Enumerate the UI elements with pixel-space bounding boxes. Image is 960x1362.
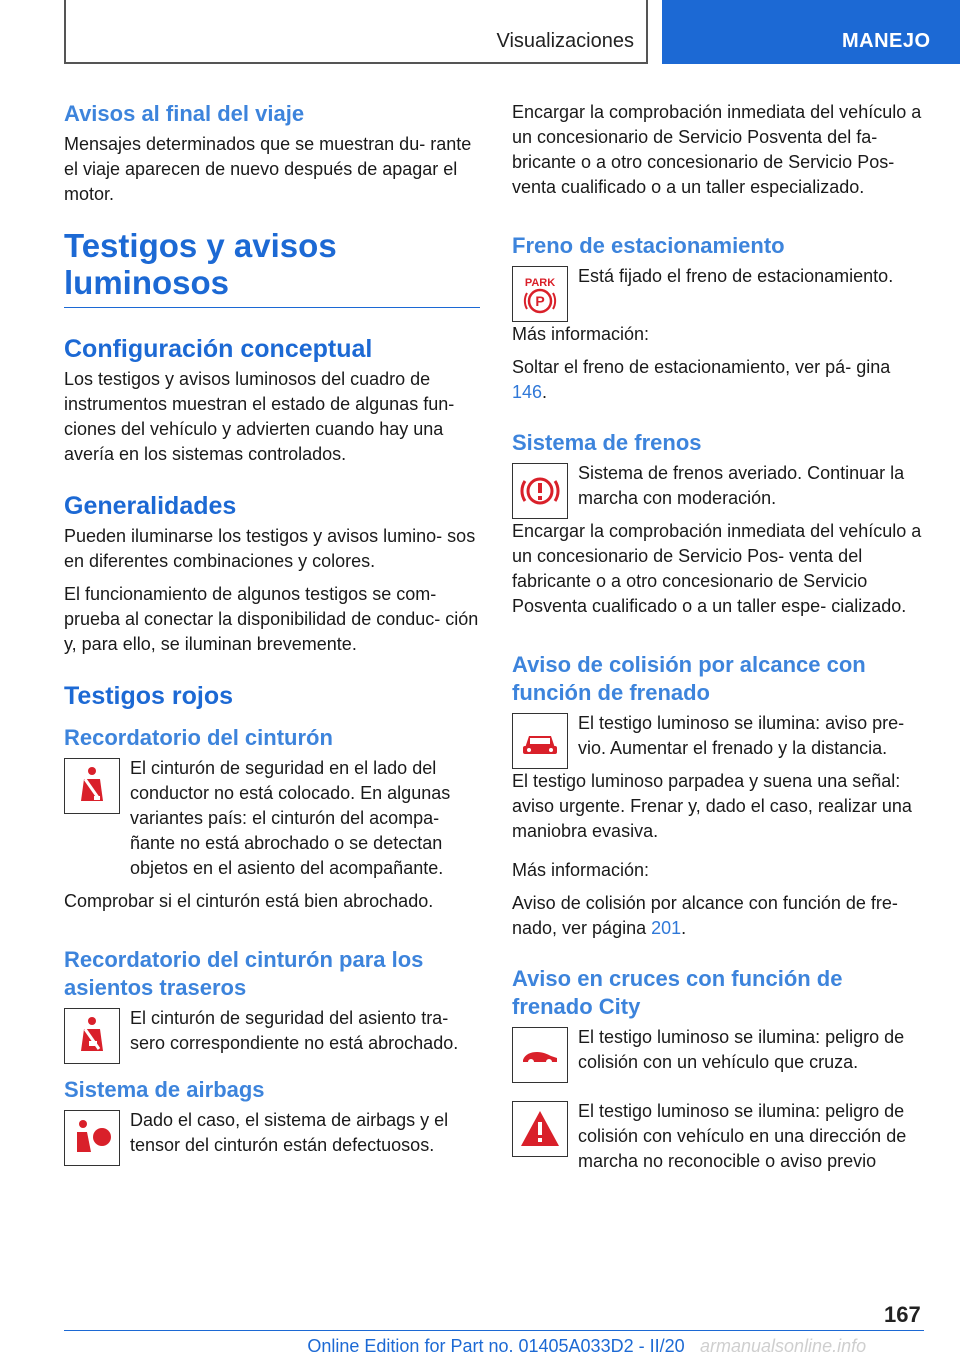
- rear-seatbelt-icon: [64, 1008, 120, 1064]
- text-brakes-2: Encargar la comprobación inmediata del vehículo a un concesionario de Servicio Pos- venta del fabricante o a otro concesionario de Servicio Posventa cualificado o a un taller espe- cializado.: [512, 521, 922, 616]
- airbag-block: [64, 1108, 480, 1166]
- collision-block: [512, 711, 928, 769]
- text-general-2: El funcionamiento de algunos testigos se com- prueba al conectar la disponibilidad de conduc- ción y, para ello, se iluminan brevemente.: [64, 584, 479, 654]
- parking-page-link[interactable]: 146: [512, 382, 543, 402]
- belt-rear-block: [64, 1006, 480, 1064]
- text-belt-2: Comprobar si el cinturón está bien abrochado.: [64, 891, 434, 911]
- text-concept: Los testigos y avisos luminosos del cuadro de instrumentos muestran el estado de algunas fun- ciones del vehículo y advierten cuando hay una avería en los sistemas controlados.: [64, 369, 455, 464]
- cross-warning-block: [512, 1099, 928, 1182]
- page-title: Testigos y avisos luminosos: [64, 227, 480, 308]
- text-cross-warning: El testigo luminoso se ilumina: peligro de colisión con vehículo en una dirección de marcha no reconocible o aviso previo: [578, 1101, 907, 1171]
- airbag-icon: [64, 1110, 120, 1166]
- cross-traffic-icon: [512, 1027, 568, 1083]
- text-general-1: Pueden iluminarse los testigos y avisos lumino- sos en diferentes combinaciones y colores.: [64, 526, 476, 571]
- front-collision-icon: [512, 713, 568, 769]
- heading-end-trip: Avisos al final del viaje: [64, 101, 305, 126]
- heading-brakes: Sistema de frenos: [512, 430, 702, 455]
- header-chapter-tab: [662, 0, 960, 64]
- collision-page-link[interactable]: 201: [651, 918, 682, 938]
- cross-traffic-block: [512, 1025, 928, 1083]
- watermark: armanualsonline.info: [700, 1336, 867, 1356]
- header-chapter-title: MANEJO: [842, 30, 931, 52]
- heading-airbag: Sistema de airbags: [64, 1077, 265, 1102]
- text-top: Encargar la comprobación inmediata del vehículo a un concesionario de Servicio Posventa del fa- bricante o a otro concesionario de Servicio Pos- venta cualificado o a un taller especializado.: [512, 102, 922, 197]
- text-brakes: Sistema de frenos averiado. Continuar la marcha con moderación.: [578, 463, 905, 508]
- text-belt: El cinturón de seguridad en el lado del conductor no está colocado. En algunas variantes país: el cinturón del acompa- ñante no está abrochado o se detectan objetos en el asiento del acompañante.: [130, 758, 451, 878]
- brakes-block: [512, 461, 928, 519]
- parking-brake-icon: [512, 266, 568, 322]
- text-collision-ref: Aviso de colisión por alcance con función de fre- nado, ver página 201.: [512, 893, 898, 938]
- seatbelt-icon: [64, 758, 120, 814]
- text-more-info-2: Más información:: [512, 860, 650, 880]
- heading-collision: Aviso de colisión por alcance con función de frenado: [512, 652, 866, 705]
- text-belt-rear: El cinturón de seguridad del asiento tra- sero correspondiente no está abrochado.: [130, 1008, 459, 1053]
- text-collision-2: El testigo luminoso parpadea y suena una señal: aviso urgente. Frenar y, dado el caso, realizar una maniobra evasiva.: [512, 771, 912, 841]
- right-column: [512, 100, 928, 1182]
- footer-edition: Online Edition for Part no. 01405A033D2 - II/20: [307, 1336, 685, 1356]
- svg-text:P: P: [535, 293, 545, 309]
- heading-general: Generalidades: [64, 492, 237, 520]
- brake-warning-icon: [512, 463, 568, 519]
- footer-divider: [64, 1330, 924, 1331]
- header-section-box: [64, 0, 648, 64]
- left-column: [64, 100, 480, 1166]
- park-icon-label: PARK: [524, 277, 556, 289]
- text-parking-ref: Soltar el freno de estacionamiento, ver pá- gina 146.: [512, 357, 891, 402]
- parking-brake-block: [512, 264, 928, 322]
- text-airbag: Dado el caso, el sistema de airbags y el tensor del cinturón están defectuosos.: [130, 1110, 449, 1155]
- header-section-title: Visualizaciones: [496, 30, 634, 52]
- warning-triangle-icon: [512, 1101, 568, 1157]
- heading-belt-rear: Recordatorio del cinturón para los asientos traseros: [64, 947, 424, 1000]
- text-end-trip: Mensajes determinados que se muestran du- rante el viaje aparecen de nuevo después de apagar el motor.: [64, 134, 472, 204]
- heading-red-lights: Testigos rojos: [64, 682, 234, 710]
- text-more-info-1: Más información:: [512, 324, 650, 344]
- text-parking-brake: Está fijado el freno de estacionamiento.: [578, 266, 894, 286]
- heading-parking-brake: Freno de estacionamiento: [512, 233, 785, 258]
- belt-block: [64, 756, 480, 889]
- heading-concept: Configuración conceptual: [64, 335, 373, 363]
- page-number: 167: [884, 1302, 921, 1327]
- heading-cross-traffic: Aviso en cruces con función de frenado City: [512, 966, 843, 1019]
- heading-belt: Recordatorio del cinturón: [64, 725, 333, 750]
- text-collision: El testigo luminoso se ilumina: aviso pre- vio. Aumentar el frenado y la distancia.: [578, 713, 905, 758]
- text-cross-traffic: El testigo luminoso se ilumina: peligro de colisión con un vehículo que cruza.: [578, 1027, 905, 1072]
